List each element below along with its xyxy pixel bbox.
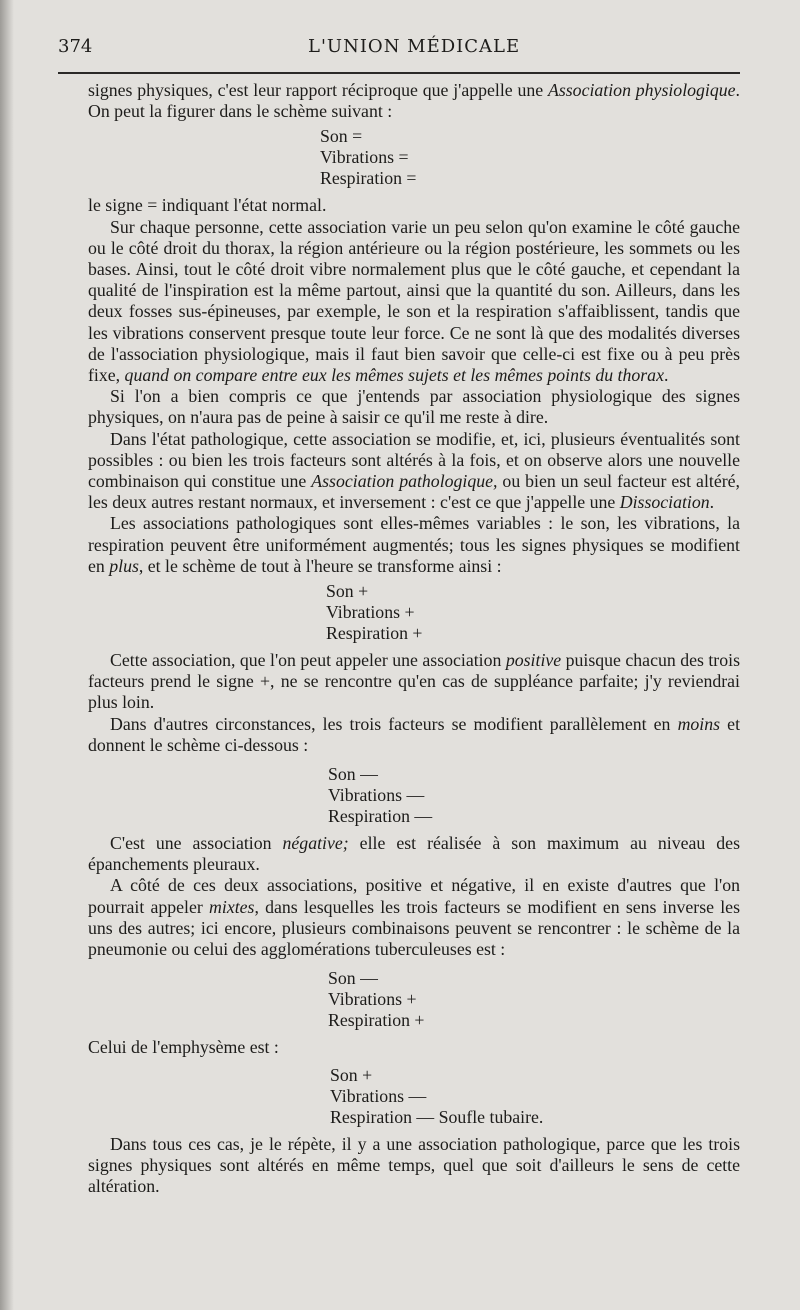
scheme-emphysema xyxy=(330,1059,740,1134)
scheme-line: Son — xyxy=(328,764,378,785)
scheme-line: Respiration = xyxy=(320,168,417,189)
scheme-negative xyxy=(328,756,740,833)
scheme-line: Son — xyxy=(328,968,378,989)
binding-edge-shadow xyxy=(0,0,14,1310)
paragraph-7: Cette association, que l'on peut appeler une association positive puisque chacun des trois facteurs prend le signe +, ne se rencontre qu'en cas de suppléance parfaite; j'y reviendrai plus loin. xyxy=(88,650,740,713)
paragraph-12: Dans tous ces cas, je le répète, il y a une association pathologique, parce que les trois signes physiques sont altérés en même temps, quel que soit d'ailleurs le sens de cette altération. xyxy=(88,1133,740,1196)
scheme-normal xyxy=(320,122,740,195)
header-rule xyxy=(58,72,740,74)
scheme-line: Son + xyxy=(330,1064,373,1085)
scheme-line: Respiration — Soufle tubaire. xyxy=(330,1106,544,1127)
paragraph-1: signes physiques, c'est leur rapport réciproque que j'appelle une Association physiologique. On peut la figurer dans le schème suivant : xyxy=(88,80,740,122)
scheme-line: Respiration + xyxy=(326,623,423,644)
scheme-line: Vibrations + xyxy=(328,989,417,1010)
paragraph-3: Sur chaque personne, cette association varie un peu selon qu'on examine le côté gauche ou le côté droit du thorax, la région antérieure ou la région postérieure, les sommets ou les bases. Ainsi, tout le côté droit vibre normalement plus que le côté gauche, et cependant la qualité de l'inspiration est la même partout, ainsi que la quantité du son. Ailleurs, dans les deux fosses sus-épineuses, par exemple, le son et la respiration s'affaiblissent, tandis que les vibrations conservent presque toute leur force. Ce ne sont là que des modalités diverses de l'association physiologique, mais il faut bien savoir que celle-ci est fixe ou à peu près fixe, quand on compare entre eux les mêmes sujets et les mêmes points du thorax. xyxy=(88,216,740,386)
scheme-line: Vibrations + xyxy=(326,602,415,623)
scheme-line: Vibrations — xyxy=(328,785,425,806)
scheme-line: Vibrations — xyxy=(330,1085,427,1106)
paragraph-8: Dans d'autres circonstances, les trois facteurs se modifient parallèlement en moins et donnent le schème ci-dessous : xyxy=(88,713,741,755)
scheme-line: Vibrations = xyxy=(320,147,409,168)
page-header xyxy=(58,36,738,62)
article-body xyxy=(88,80,740,1197)
scheme-line: Son + xyxy=(326,581,369,602)
scheme-positive xyxy=(326,577,740,650)
scheme-pneumonia xyxy=(328,960,740,1037)
paragraph-11: Celui de l'emphysème est : xyxy=(88,1037,279,1058)
paragraph-5: Dans l'état pathologique, cette association se modifie, et, ici, plusieurs éventualités sont possibles : ou bien les trois facteurs sont altérés à la fois, et on observe alors une nouvelle combinaison qui constitue une Association pathologique, ou bien un seul facteur est altéré, les deux autres restant normaux, et inversement : c'est ce que j'appelle une Dissociation. xyxy=(88,428,740,513)
page-number: 374 xyxy=(58,36,93,57)
scheme-line: Respiration — xyxy=(328,806,433,827)
paragraph-6: Les associations pathologiques sont elles-mêmes variables : le son, les vibrations, la respiration peuvent être uniformément augmentés; tous les signes physiques se modifient en plus, et le schème de tout à l'heure se transforme ainsi : xyxy=(88,513,740,576)
scheme-line: Respiration + xyxy=(328,1010,425,1031)
paragraph-4: Si l'on a bien compris ce que j'entends par association physiologique des signes physiques, on n'aura pas de peine à saisir ce qu'il me reste à dire. xyxy=(88,386,740,428)
paragraph-10: A côté de ces deux associations, positive et négative, il en existe d'autres que l'on pourrait appeler mixtes, dans lesquelles les trois facteurs se modifient en sens inverse les uns des autres; ici encore, plusieurs combinaisons peuvent se rencontrer : le schème de la pneumonie ou celui des agglomérations tuberculeuses est : xyxy=(88,875,740,960)
paragraph-9: C'est une association négative; elle est réalisée à son maximum au niveau des épanchements pleuraux. xyxy=(88,833,740,875)
running-title: L'UNION MÉDICALE xyxy=(308,36,521,57)
paragraph-2: le signe = indiquant l'état normal. xyxy=(88,195,327,216)
scheme-line: Son = xyxy=(320,126,363,147)
